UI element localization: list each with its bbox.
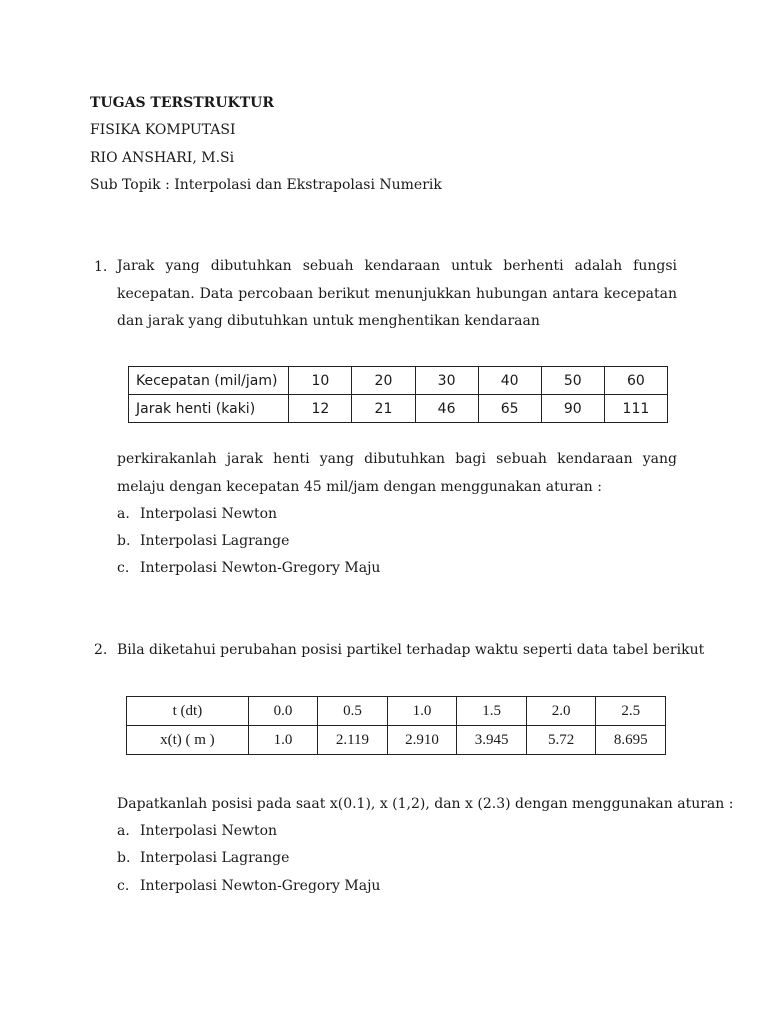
position-time-table [126,696,666,755]
subtopic: Sub Topik : Interpolasi dan Ekstrapolasi Numerik [90,177,442,193]
table-cell: 12 [289,395,352,423]
table-cell: 21 [352,395,415,423]
question-2-prompt: Dapatkanlah posisi pada saat x(0.1), x (1,2), dan x (2.3) dengan menggunakan aturan : [117,796,734,812]
table-cell: 2.0 [526,697,595,726]
table-cell: 46 [415,395,478,423]
question-2-text: Bila diketahui perubahan posisi partikel terhadap waktu seperti data tabel berikut [117,642,705,658]
option-letter: b. [117,850,131,866]
table-cell: 0.5 [318,697,388,726]
table-cell: 0.0 [248,697,317,726]
question-1-prompt: perkirakanlah jarak henti yang dibutuhkan bagi sebuah kendaraan yang melaju dengan kecepatan 45 mil/jam dengan menggunakan aturan : [117,451,677,495]
question-1-number: 1. [94,259,108,275]
option-text: Interpolasi Lagrange [140,533,290,549]
table-cell: 90 [541,395,604,423]
option-letter: b. [117,533,131,549]
lecturer-name: RIO ANSHARI, M.Si [90,150,235,166]
table-cell: 50 [541,367,604,395]
table-cell: 111 [604,395,667,423]
option-letter: c. [117,878,130,894]
option-text: Interpolasi Newton [140,823,278,839]
table-cell: 1.5 [457,697,527,726]
table-cell-label: x(t) ( m ) [127,726,249,755]
option-text: Interpolasi Newton [140,506,278,522]
course-name: FISIKA KOMPUTASI [90,122,236,138]
table-cell: 60 [604,367,667,395]
option-letter: a. [117,823,130,839]
table-cell: 1.0 [387,697,457,726]
table-cell: 2.119 [318,726,388,755]
option-letter: a. [117,506,130,522]
table-cell: 2.910 [387,726,457,755]
option-text: Interpolasi Newton-Gregory Maju [140,560,381,576]
table-cell: 8.695 [596,726,666,755]
table-row [127,697,666,726]
table-cell-label: Jarak henti (kaki) [129,395,289,423]
table-cell: 30 [415,367,478,395]
table-cell: 65 [478,395,541,423]
table-cell: 2.5 [596,697,666,726]
table-cell: 3.945 [457,726,527,755]
table-cell: 40 [478,367,541,395]
table-cell: 5.72 [526,726,595,755]
document-title: TUGAS TERSTRUKTUR [90,95,274,111]
table-row [129,367,668,395]
table-cell: 20 [352,367,415,395]
table-row [127,726,666,755]
option-text: Interpolasi Lagrange [140,850,290,866]
question-1-text: Jarak yang dibutuhkan sebuah kendaraan untuk berhenti adalah fungsi kecepatan. Data percobaan berikut menunjukkan hubungan antara kecepatan dan jarak yang dibutuhkan untuk menghentikan kendaraan [117,258,677,329]
table-cell: 10 [289,367,352,395]
table-cell-label: Kecepatan (mil/jam) [129,367,289,395]
speed-distance-table [128,366,668,423]
table-row [129,395,668,423]
table-cell-label: t (dt) [127,697,249,726]
option-letter: c. [117,560,130,576]
question-2-number: 2. [94,642,108,658]
option-text: Interpolasi Newton-Gregory Maju [140,878,381,894]
table-cell: 1.0 [248,726,317,755]
